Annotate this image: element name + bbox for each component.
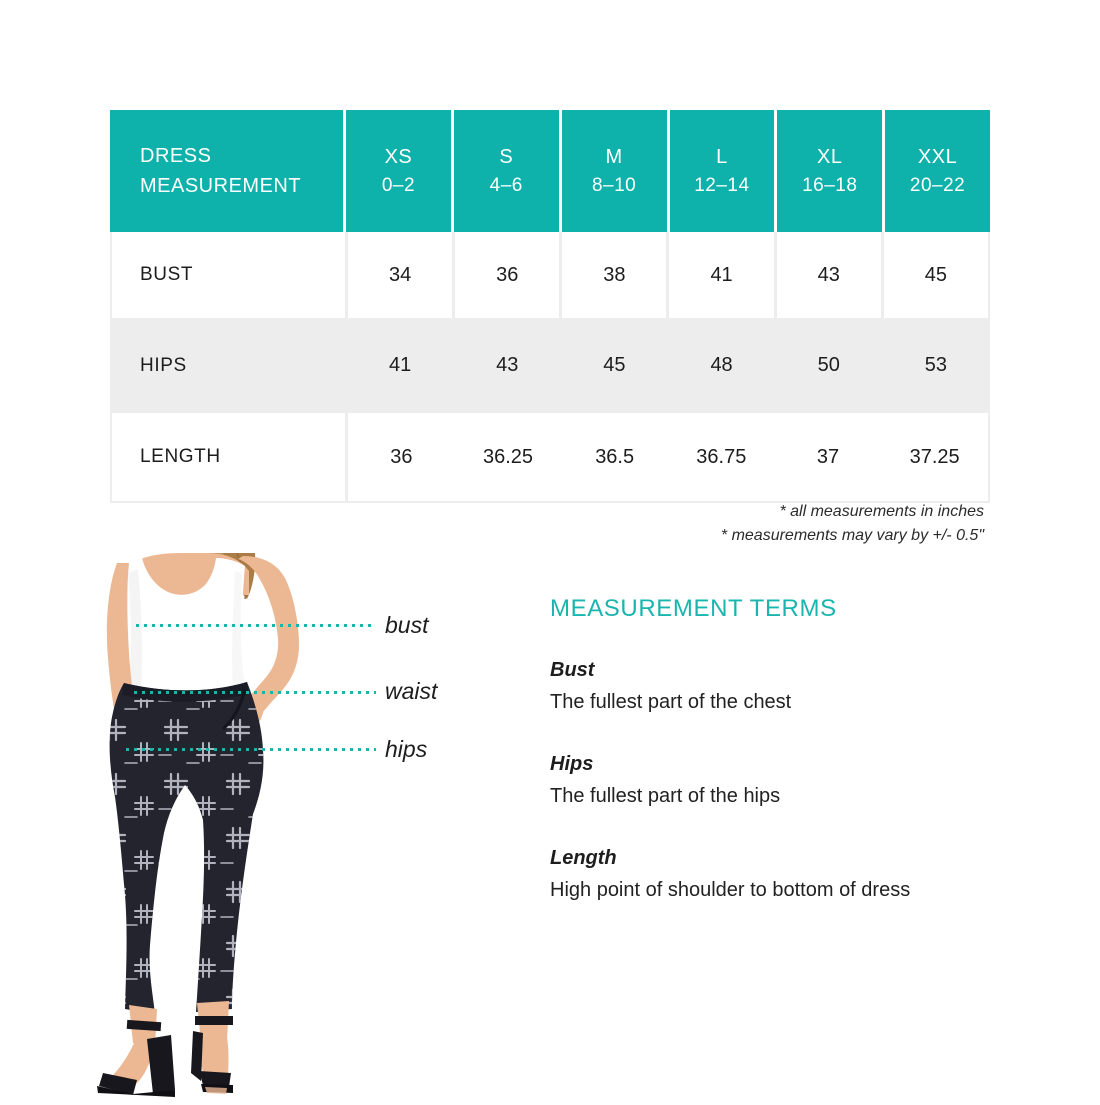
waist-measure-line bbox=[134, 691, 376, 694]
size-col-header-xxl: XXL 20–22 bbox=[885, 110, 990, 232]
length-value-l: 36.75 bbox=[696, 445, 747, 468]
bust-measure-line bbox=[136, 624, 376, 627]
hips-value-xl: 50 bbox=[777, 321, 881, 410]
measurement-terms-section bbox=[550, 594, 1030, 940]
hips-value-l: 48 bbox=[669, 321, 773, 410]
size-chart-table bbox=[110, 110, 990, 503]
bust-value-m: 38 bbox=[562, 232, 666, 318]
size-col-header-xl: XL 16–18 bbox=[777, 110, 882, 232]
length-value-xs: 36 bbox=[390, 445, 413, 468]
right-shoe bbox=[191, 1001, 233, 1094]
bust-value-s: 36 bbox=[455, 232, 559, 318]
hips-value-m: 45 bbox=[562, 321, 666, 410]
term-name-length: Length bbox=[550, 847, 617, 869]
terms-title: MEASUREMENT TERMS bbox=[550, 595, 837, 622]
size-col-header-l: L 12–14 bbox=[670, 110, 775, 232]
row-label-bust: BUST bbox=[112, 232, 345, 318]
term-def-length: High point of shoulder to bottom of dress bbox=[550, 879, 911, 901]
hips-value-s: 43 bbox=[455, 321, 559, 410]
footnote-tolerance: * measurements may vary by +/- 0.5" bbox=[720, 527, 984, 544]
patterned-pants bbox=[110, 682, 264, 1014]
size-chart-body bbox=[110, 232, 990, 503]
bust-value-l: 41 bbox=[669, 232, 773, 318]
corner-header-label: DRESS MEASUREMENT bbox=[140, 145, 302, 197]
length-value-s: 36.25 bbox=[482, 445, 534, 468]
footnotes bbox=[110, 500, 984, 548]
term-def-bust: The fullest part of the chest bbox=[550, 691, 792, 713]
size-col-header-m: M 8–10 bbox=[562, 110, 667, 232]
length-values-strip bbox=[348, 413, 988, 501]
hips-value-xs: 41 bbox=[348, 321, 452, 410]
term-name-bust: Bust bbox=[550, 659, 595, 681]
bust-value-xxl: 45 bbox=[884, 232, 988, 318]
corner-header-cell bbox=[110, 110, 343, 232]
hips-measure-line bbox=[126, 748, 376, 751]
row-label-hips: HIPS bbox=[112, 321, 345, 410]
term-item-bust bbox=[550, 658, 1030, 714]
length-value-xl: 37 bbox=[816, 445, 840, 468]
waist-line-label: waist bbox=[385, 678, 438, 704]
term-item-length bbox=[550, 846, 1030, 902]
term-name-hips: Hips bbox=[550, 753, 594, 775]
bust-value-xs: 34 bbox=[348, 232, 452, 318]
size-col-header-xs: XS 0–2 bbox=[346, 110, 451, 232]
footnote-units: * all measurements in inches bbox=[779, 503, 984, 520]
size-col-header-s: S 4–6 bbox=[454, 110, 559, 232]
hips-line-label: hips bbox=[385, 736, 428, 762]
bust-value-xl: 43 bbox=[777, 232, 881, 318]
term-def-hips: The fullest part of the hips bbox=[550, 785, 781, 807]
row-label-length: LENGTH bbox=[112, 413, 345, 501]
hips-value-xxl: 53 bbox=[884, 321, 988, 410]
size-chart-header-row bbox=[110, 110, 990, 232]
length-value-xxl: 37.25 bbox=[909, 445, 960, 468]
left-shoe bbox=[97, 1005, 175, 1097]
term-item-hips bbox=[550, 752, 1030, 808]
length-value-m: 36.5 bbox=[595, 445, 635, 468]
bust-line-label: bust bbox=[385, 612, 429, 638]
